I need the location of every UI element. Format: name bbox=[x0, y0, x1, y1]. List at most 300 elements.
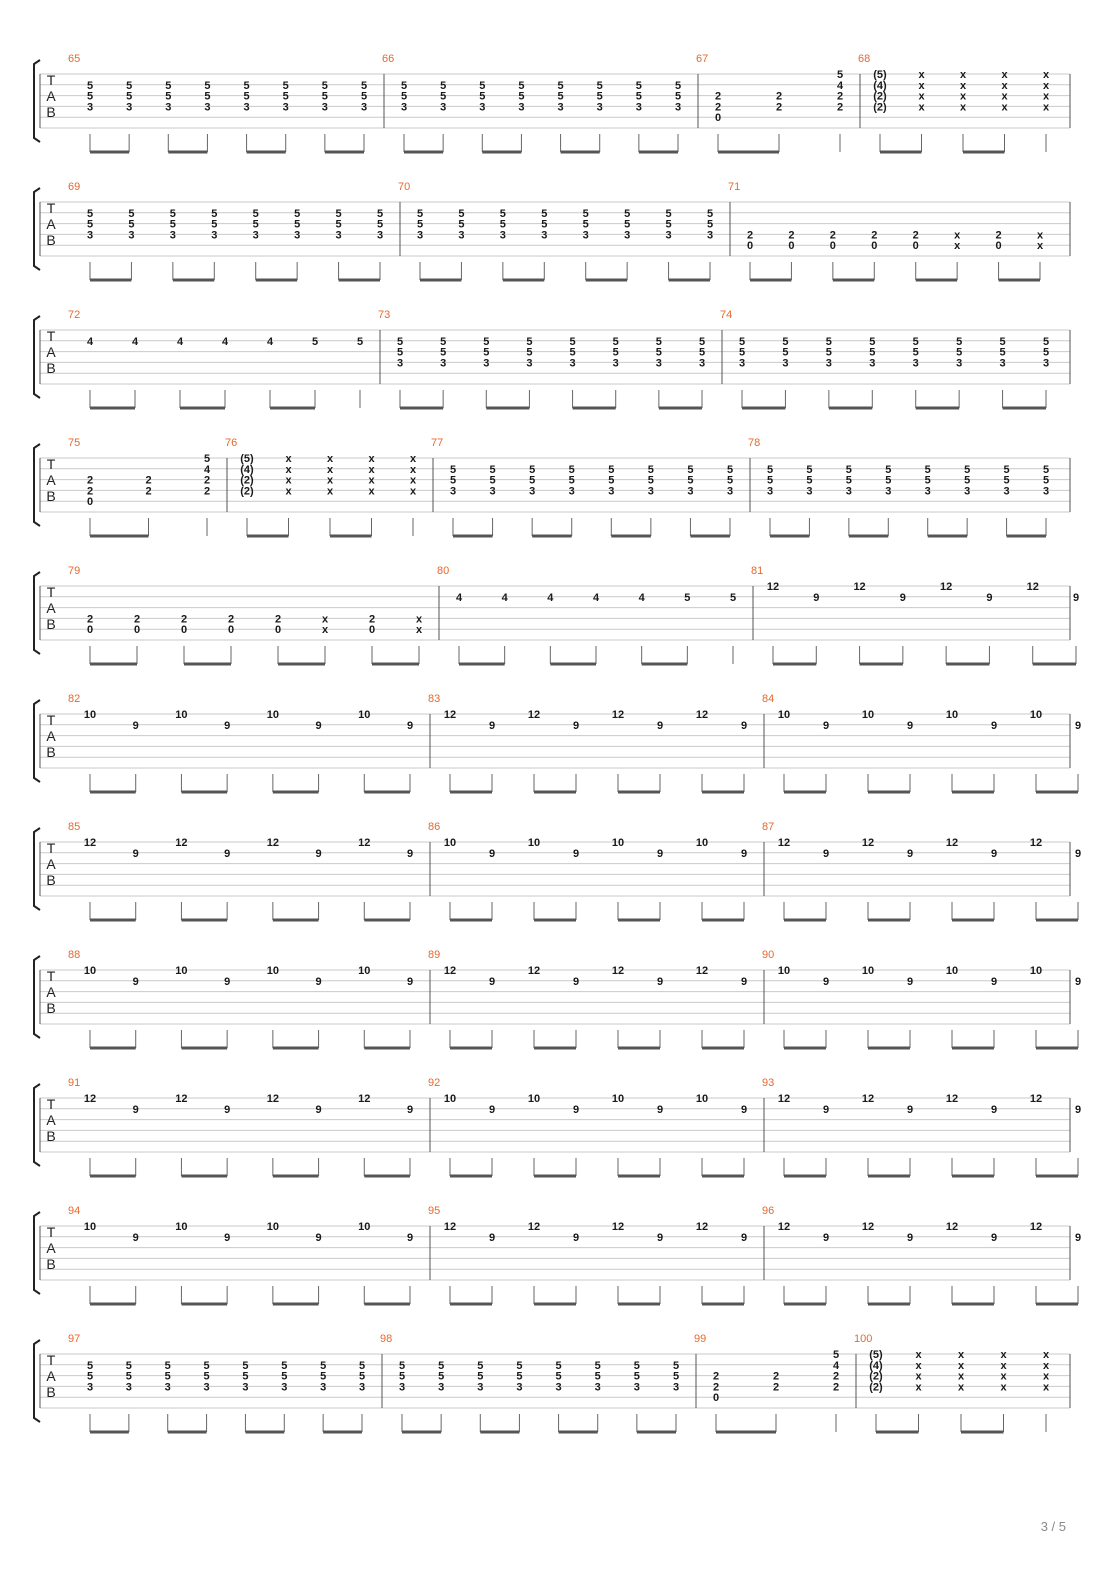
fret-number: 0 bbox=[912, 240, 919, 253]
fret-number: 5 bbox=[164, 1359, 171, 1372]
fret-number: 5 bbox=[86, 79, 94, 92]
fret-number: 0 bbox=[368, 624, 376, 637]
fret-number: 2 bbox=[145, 474, 152, 487]
fret-number: 3 bbox=[479, 101, 486, 114]
fret-number: 0 bbox=[995, 240, 1002, 253]
fret-number: 9 bbox=[224, 847, 231, 860]
fret-number: 5 bbox=[1042, 346, 1050, 359]
system-bracket bbox=[34, 188, 40, 270]
fret-number: (2) bbox=[873, 101, 887, 114]
fret-number: 9 bbox=[822, 975, 830, 988]
fret-number: 5 bbox=[633, 1370, 640, 1383]
fret-number: x bbox=[326, 453, 334, 465]
fret-number: 3 bbox=[281, 1381, 288, 1394]
fret-number: 9 bbox=[740, 975, 748, 988]
fret-number: 3 bbox=[440, 101, 447, 114]
fret-number: x bbox=[326, 463, 334, 476]
fret-number: 2 bbox=[180, 613, 188, 626]
measure bbox=[428, 949, 747, 1048]
fret-number: (5) bbox=[869, 1349, 883, 1361]
fret-number: 5 bbox=[396, 335, 404, 348]
fret-number: 3 bbox=[321, 101, 328, 114]
fret-number: 12 bbox=[940, 581, 953, 593]
fret-number: 5 bbox=[252, 207, 259, 220]
fret-number: 2 bbox=[772, 1370, 780, 1383]
fret-number: 9 bbox=[406, 975, 414, 988]
system-bracket bbox=[34, 700, 40, 782]
fret-number: 5 bbox=[477, 1370, 484, 1383]
measure bbox=[696, 53, 844, 152]
fret-number: 2 bbox=[746, 229, 754, 242]
measure-number: 86 bbox=[428, 821, 441, 833]
fret-number: 3 bbox=[320, 1381, 327, 1394]
fret-number: 5 bbox=[738, 335, 746, 348]
fret-number: 2 bbox=[714, 101, 722, 114]
fret-number: 5 bbox=[211, 207, 218, 220]
fret-number: 5 bbox=[400, 79, 408, 92]
fret-number: 3 bbox=[1003, 485, 1010, 498]
fret-number: 5 bbox=[726, 463, 734, 476]
fret-number: 3 bbox=[655, 357, 662, 370]
fret-number: x bbox=[409, 474, 417, 487]
fret-number: 5 bbox=[698, 346, 706, 359]
fret-number: 5 bbox=[294, 207, 301, 220]
fret-number: 2 bbox=[995, 229, 1002, 242]
system-bracket bbox=[34, 572, 40, 654]
fret-number: 5 bbox=[335, 218, 342, 231]
system-bracket bbox=[34, 316, 40, 398]
fret-number: 9 bbox=[488, 719, 496, 732]
fret-number: 5 bbox=[687, 474, 694, 487]
fret-number: 3 bbox=[242, 1381, 249, 1394]
fret-number: 10 bbox=[777, 709, 791, 721]
fret-number: 9 bbox=[656, 847, 664, 860]
fret-number: 2 bbox=[712, 1381, 720, 1394]
fret-number: 10 bbox=[83, 709, 97, 721]
measure-number: 73 bbox=[378, 309, 391, 321]
fret-number: 3 bbox=[164, 1381, 171, 1394]
fret-number: 2 bbox=[871, 229, 878, 242]
fret-number: 5 bbox=[674, 90, 682, 103]
fret-number: 5 bbox=[569, 346, 576, 359]
fret-number: 9 bbox=[822, 847, 830, 860]
fret-number: 5 bbox=[608, 463, 615, 476]
fret-number: 2 bbox=[714, 90, 722, 103]
fret-number: 10 bbox=[527, 837, 541, 849]
fret-number: 3 bbox=[360, 101, 368, 114]
fret-number: 3 bbox=[203, 1381, 210, 1394]
measure-number: 96 bbox=[762, 1205, 775, 1217]
fret-number: 12 bbox=[945, 1093, 959, 1105]
measure-number: 70 bbox=[398, 181, 411, 193]
fret-number: 5 bbox=[612, 335, 619, 348]
fret-number: 3 bbox=[86, 229, 94, 242]
page-number: 3 / 5 bbox=[1040, 1519, 1066, 1534]
fret-number: 3 bbox=[169, 229, 176, 242]
fret-number: x bbox=[321, 613, 329, 626]
fret-number: 5 bbox=[647, 474, 654, 487]
fret-number: 12 bbox=[443, 1221, 457, 1233]
tab-system bbox=[34, 309, 1070, 408]
fret-number: 5 bbox=[633, 1359, 640, 1372]
fret-number: 10 bbox=[358, 709, 371, 721]
fret-number: x bbox=[1036, 229, 1044, 242]
fret-number: 5 bbox=[252, 218, 259, 231]
fret-number: 2 bbox=[368, 613, 376, 626]
fret-number: 9 bbox=[572, 1231, 580, 1244]
measure-number: 92 bbox=[428, 1077, 441, 1089]
fret-number: 5 bbox=[612, 346, 619, 359]
fret-number: 5 bbox=[624, 207, 631, 220]
fret-number: 5 bbox=[526, 346, 533, 359]
fret-number: 3 bbox=[582, 229, 589, 242]
fret-number: 5 bbox=[557, 90, 564, 103]
tab-system bbox=[34, 821, 1081, 920]
tab-clef-letter: T bbox=[46, 328, 56, 344]
fret-number: 9 bbox=[406, 719, 414, 732]
fret-number: 5 bbox=[964, 474, 971, 487]
fret-number: 9 bbox=[406, 1103, 414, 1116]
fret-number: 9 bbox=[822, 1231, 830, 1244]
fret-number: x bbox=[409, 485, 417, 498]
fret-number: 10 bbox=[358, 1221, 371, 1233]
fret-number: x bbox=[915, 1349, 922, 1361]
fret-number: 5 bbox=[729, 591, 737, 604]
fret-number: 5 bbox=[516, 1370, 523, 1383]
fret-number: 3 bbox=[568, 485, 575, 498]
fret-number: 5 bbox=[684, 591, 691, 604]
fret-number: 4 bbox=[836, 79, 844, 92]
tab-clef-letter: A bbox=[46, 856, 56, 872]
fret-number: 0 bbox=[86, 624, 94, 637]
fret-number: 3 bbox=[612, 357, 619, 370]
fret-number: 5 bbox=[203, 1370, 210, 1383]
fret-number: 5 bbox=[165, 79, 172, 92]
measure-number: 87 bbox=[762, 821, 775, 833]
fret-number: 3 bbox=[86, 1381, 94, 1394]
fret-number: x bbox=[957, 1381, 965, 1394]
fret-number: 9 bbox=[572, 719, 580, 732]
fret-number: 9 bbox=[1074, 975, 1082, 988]
fret-number: 3 bbox=[243, 101, 250, 114]
fret-number: 12 bbox=[611, 709, 625, 721]
tab-clef-letter: A bbox=[46, 1368, 56, 1384]
fret-number: 3 bbox=[335, 229, 342, 242]
fret-number: 5 bbox=[596, 90, 603, 103]
fret-number: (2) bbox=[240, 485, 254, 498]
tab-clef-letter: B bbox=[46, 1128, 56, 1144]
fret-number: x bbox=[368, 474, 375, 487]
fret-number: 5 bbox=[529, 463, 536, 476]
fret-number: 12 bbox=[695, 1221, 709, 1233]
measure-number: 90 bbox=[762, 949, 775, 961]
fret-number: x bbox=[954, 229, 961, 242]
fret-number: 3 bbox=[416, 229, 424, 242]
fret-number: 5 bbox=[869, 346, 876, 359]
measure-number: 95 bbox=[428, 1205, 441, 1217]
fret-number: 5 bbox=[356, 335, 364, 348]
fret-number: 5 bbox=[204, 79, 211, 92]
fret-number: 10 bbox=[175, 709, 188, 721]
fret-number: 2 bbox=[274, 613, 282, 626]
fret-number: 3 bbox=[557, 101, 564, 114]
fret-number: 5 bbox=[396, 346, 404, 359]
fret-number: 2 bbox=[829, 229, 836, 242]
system-bracket bbox=[34, 60, 40, 142]
fret-number: 5 bbox=[126, 79, 133, 92]
fret-number: 2 bbox=[203, 485, 211, 498]
fret-number: 5 bbox=[243, 90, 250, 103]
fret-number: 0 bbox=[274, 624, 282, 637]
fret-number: 2 bbox=[912, 229, 919, 242]
fret-number: 5 bbox=[125, 1359, 132, 1372]
fret-number: 12 bbox=[83, 837, 97, 849]
fret-number: 12 bbox=[83, 1093, 97, 1105]
fret-number: 9 bbox=[1074, 1103, 1082, 1116]
fret-number: 5 bbox=[635, 90, 642, 103]
fret-number: 5 bbox=[687, 463, 694, 476]
fret-number: 3 bbox=[674, 101, 682, 114]
fret-number: 9 bbox=[488, 1103, 496, 1116]
fret-number: 5 bbox=[335, 207, 342, 220]
fret-number: x bbox=[1001, 101, 1008, 114]
fret-number: 12 bbox=[611, 965, 625, 977]
fret-number: 3 bbox=[869, 357, 876, 370]
tab-clef-letter: B bbox=[46, 872, 56, 888]
fret-number: 5 bbox=[321, 79, 328, 92]
fret-number: 10 bbox=[175, 965, 188, 977]
measure bbox=[748, 437, 1049, 536]
fret-number: 9 bbox=[315, 847, 322, 860]
fret-number: 9 bbox=[132, 1231, 139, 1244]
fret-number: 3 bbox=[125, 1381, 132, 1394]
fret-number: 10 bbox=[266, 709, 279, 721]
fret-number: 5 bbox=[845, 474, 852, 487]
measure-number: 94 bbox=[68, 1205, 81, 1217]
fret-number: 5 bbox=[489, 463, 496, 476]
measure bbox=[68, 437, 211, 536]
fret-number: 3 bbox=[766, 485, 774, 498]
fret-number: 5 bbox=[698, 335, 706, 348]
fret-number: 5 bbox=[529, 474, 536, 487]
fret-number: 5 bbox=[999, 346, 1006, 359]
fret-number: 3 bbox=[698, 357, 706, 370]
fret-number: 5 bbox=[281, 1359, 288, 1372]
fret-number: 5 bbox=[169, 207, 176, 220]
fret-number: 5 bbox=[555, 1359, 562, 1372]
fret-number: 5 bbox=[376, 207, 384, 220]
fret-number: 9 bbox=[224, 975, 231, 988]
fret-number: 2 bbox=[712, 1370, 720, 1383]
fret-number: 10 bbox=[861, 709, 875, 721]
fret-number: 12 bbox=[695, 965, 709, 977]
fret-number: 5 bbox=[358, 1370, 366, 1383]
fret-number: 5 bbox=[832, 1349, 840, 1361]
system-bracket bbox=[34, 1212, 40, 1294]
fret-number: 10 bbox=[611, 837, 625, 849]
fret-number: 2 bbox=[86, 485, 94, 498]
tab-clef-letter: A bbox=[46, 472, 56, 488]
fret-number: x bbox=[285, 453, 292, 465]
measure-number: 88 bbox=[68, 949, 81, 961]
measure bbox=[751, 565, 1079, 664]
fret-number: x bbox=[1001, 69, 1008, 81]
fret-number: 5 bbox=[398, 1359, 406, 1372]
fret-number: x bbox=[1042, 1381, 1050, 1394]
fret-number: 9 bbox=[906, 1103, 914, 1116]
fret-number: 5 bbox=[311, 335, 319, 348]
fret-number: 10 bbox=[1029, 965, 1043, 977]
fret-number: 10 bbox=[358, 965, 371, 977]
system-bracket bbox=[34, 1084, 40, 1166]
fret-number: 3 bbox=[964, 485, 971, 498]
fret-number: 5 bbox=[956, 335, 963, 348]
measure bbox=[68, 821, 413, 920]
measure bbox=[68, 181, 383, 280]
fret-number: x bbox=[1001, 90, 1008, 103]
fret-number: 5 bbox=[582, 207, 589, 220]
fret-number: 5 bbox=[665, 218, 672, 231]
fret-number: (4) bbox=[240, 463, 254, 476]
fret-number: 5 bbox=[516, 1359, 523, 1372]
fret-number: 5 bbox=[86, 218, 94, 231]
fret-number: 5 bbox=[782, 346, 789, 359]
fret-number: 5 bbox=[608, 474, 615, 487]
fret-number: 9 bbox=[906, 1231, 914, 1244]
measure-number: 78 bbox=[748, 437, 761, 449]
fret-number: 5 bbox=[440, 335, 447, 348]
fret-number: 5 bbox=[499, 218, 506, 231]
fret-number: 3 bbox=[376, 229, 384, 242]
fret-number: 0 bbox=[712, 1392, 720, 1405]
fret-number: x bbox=[1042, 1370, 1050, 1383]
tab-clef-letter: A bbox=[46, 216, 56, 232]
fret-number: 12 bbox=[777, 1221, 791, 1233]
fret-number: 10 bbox=[443, 1093, 457, 1105]
fret-number: 5 bbox=[164, 1370, 171, 1383]
fret-number: x bbox=[1000, 1349, 1007, 1361]
measure bbox=[858, 53, 1050, 152]
fret-number: 5 bbox=[358, 1359, 366, 1372]
fret-number: 3 bbox=[128, 229, 135, 242]
measure-number: 97 bbox=[68, 1333, 81, 1345]
measure bbox=[380, 1333, 679, 1432]
fret-number: 3 bbox=[555, 1381, 562, 1394]
measure-number: 79 bbox=[68, 565, 81, 577]
fret-number: 3 bbox=[665, 229, 672, 242]
fret-number: 9 bbox=[315, 1103, 322, 1116]
tab-clef-letter: B bbox=[46, 616, 56, 632]
fret-number: 5 bbox=[885, 463, 892, 476]
fret-number: 9 bbox=[315, 719, 322, 732]
fret-number: x bbox=[285, 463, 292, 476]
fret-number: 10 bbox=[777, 965, 791, 977]
fret-number: 3 bbox=[569, 357, 576, 370]
measure bbox=[428, 821, 747, 920]
fret-number: 4 bbox=[203, 463, 211, 476]
fret-number: (5) bbox=[873, 69, 887, 81]
measure-number: 65 bbox=[68, 53, 81, 65]
fret-number: 3 bbox=[458, 229, 465, 242]
measure bbox=[378, 309, 705, 408]
fret-number: x bbox=[326, 485, 334, 498]
fret-number: 3 bbox=[594, 1381, 601, 1394]
fret-number: 4 bbox=[547, 591, 554, 604]
tab-clef-letter: T bbox=[46, 1224, 56, 1240]
fret-number: 5 bbox=[204, 90, 211, 103]
fret-number: 3 bbox=[633, 1381, 640, 1394]
fret-number: 3 bbox=[499, 229, 506, 242]
measure bbox=[762, 1077, 1081, 1176]
fret-number: 5 bbox=[665, 207, 672, 220]
fret-number: 5 bbox=[541, 218, 548, 231]
fret-number: 12 bbox=[861, 1093, 875, 1105]
fret-number: 4 bbox=[501, 591, 508, 604]
fret-number: 3 bbox=[489, 485, 496, 498]
fret-number: 3 bbox=[541, 229, 548, 242]
fret-number: 0 bbox=[871, 240, 878, 253]
fret-number: 5 bbox=[526, 335, 533, 348]
fret-number: 12 bbox=[777, 1093, 791, 1105]
tab-clef-letter: B bbox=[46, 1384, 56, 1400]
tab-system bbox=[34, 1205, 1081, 1304]
fret-number: 5 bbox=[86, 1370, 94, 1383]
measure bbox=[762, 821, 1081, 920]
fret-number: 5 bbox=[458, 218, 465, 231]
fret-number: 5 bbox=[449, 463, 457, 476]
fret-number: 9 bbox=[906, 719, 914, 732]
fret-number: 9 bbox=[1074, 719, 1082, 732]
fret-number: 5 bbox=[282, 90, 289, 103]
fret-number: 9 bbox=[986, 591, 993, 604]
fret-number: (4) bbox=[869, 1359, 883, 1372]
tab-clef-letter: A bbox=[46, 1240, 56, 1256]
tab-clef-letter: A bbox=[46, 344, 56, 360]
fret-number: 5 bbox=[128, 207, 135, 220]
fret-number: 5 bbox=[869, 335, 876, 348]
fret-number: 3 bbox=[845, 485, 852, 498]
fret-number: 5 bbox=[672, 1359, 680, 1372]
fret-number: 9 bbox=[315, 1231, 322, 1244]
fret-number: 3 bbox=[956, 357, 963, 370]
measure-number: 77 bbox=[431, 437, 444, 449]
fret-number: 4 bbox=[455, 591, 463, 604]
system-bracket bbox=[34, 1340, 40, 1422]
fret-number: 3 bbox=[825, 357, 832, 370]
fret-number: 12 bbox=[766, 581, 780, 593]
measure bbox=[428, 1077, 747, 1176]
tab-clef-letter: T bbox=[46, 712, 56, 728]
measure-number: 84 bbox=[762, 693, 775, 705]
fret-number: 5 bbox=[281, 1370, 288, 1383]
fret-number: 5 bbox=[242, 1370, 249, 1383]
fret-number: 5 bbox=[360, 90, 368, 103]
fret-number: 10 bbox=[695, 837, 709, 849]
measure-number: 99 bbox=[694, 1333, 707, 1345]
fret-number: 9 bbox=[132, 719, 139, 732]
fret-number: (2) bbox=[240, 474, 254, 487]
fret-number: 9 bbox=[813, 591, 820, 604]
fret-number: x bbox=[957, 1370, 965, 1383]
fret-number: 0 bbox=[746, 240, 754, 253]
fret-number: 12 bbox=[853, 581, 866, 593]
fret-number: 5 bbox=[499, 207, 506, 220]
fret-number: 5 bbox=[242, 1359, 249, 1372]
fret-number: 5 bbox=[912, 346, 919, 359]
fret-number: 5 bbox=[766, 474, 774, 487]
fret-number: 5 bbox=[126, 90, 133, 103]
fret-number: 10 bbox=[861, 965, 875, 977]
